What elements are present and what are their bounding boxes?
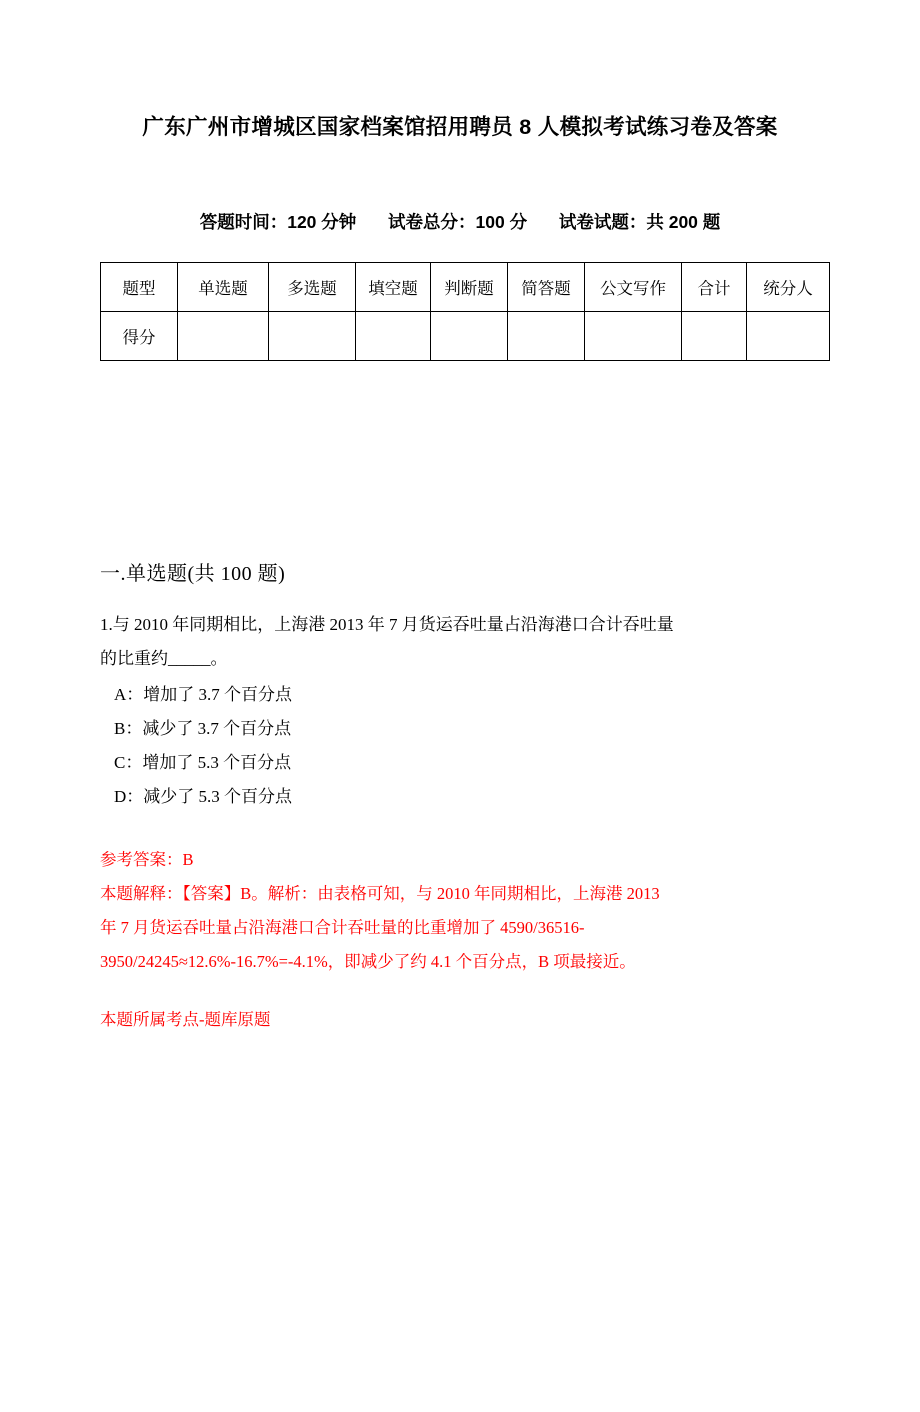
table-cell-score-total (682, 312, 747, 361)
table-cell-score-true-false (431, 312, 508, 361)
table-cell-score-short-answer (508, 312, 585, 361)
page-title: 广东广州市增城区国家档案馆招用聘员 8 人模拟考试练习卷及答案 (142, 115, 778, 139)
option-a: A：增加了 3.7 个百分点 (114, 685, 293, 704)
exam-duration: 答题时间：120 分钟 (199, 212, 357, 232)
table-header-cell-official-writing: 公文写作 (585, 263, 682, 312)
table-header-cell-scorer: 统分人 (747, 263, 830, 312)
question-stem-line-2: 的比重约_____。 (100, 649, 228, 668)
reference-answer: 参考答案：B (100, 850, 194, 869)
option-d: D：减少了 5.3 个百分点 (114, 787, 293, 806)
explanation-line-3: 3950/24245≈12.6%-16.7%=-4.1%，即减少了约 4.1 个百分点，B 项最接近。 (100, 952, 636, 971)
table-row (101, 312, 830, 361)
option-b: B：减少了 3.7 个百分点 (114, 719, 292, 738)
table-header-row (101, 263, 830, 312)
question-tag: 本题所属考点-题库原题 (100, 1010, 271, 1029)
exam-meta (100, 209, 820, 234)
question-stem-line-1: 1.与 2010 年同期相比，上海港 2013 年 7 月货运吞吐量占沿海港口合计吞吐量 (100, 615, 674, 634)
answer-block (100, 844, 820, 978)
exam-total-score: 试卷总分：100 分 (388, 212, 528, 232)
explanation-line-2: 年 7 月货运吞吐量占沿海港口合计吞吐量的比重增加了 4590/36516- (100, 918, 585, 937)
explanation-line-1: 本题解释：【答案】B。解析：由表格可知，与 2010 年同期相比，上海港 2013 (100, 884, 660, 903)
exam-question-count: 试卷试题：共 200 题 (558, 212, 721, 232)
document-page (0, 110, 920, 1412)
table-cell-score-single-choice (178, 312, 269, 361)
table-header-cell-single-choice: 单选题 (178, 263, 269, 312)
table-header-cell-true-false: 判断题 (431, 263, 508, 312)
table-header-cell-type: 题型 (101, 263, 178, 312)
table-cell-score-official-writing (585, 312, 682, 361)
table-header-cell-multi-choice: 多选题 (269, 263, 356, 312)
section-heading: 一.单选题(共 100 题) (100, 563, 286, 585)
option-c: C：增加了 5.3 个百分点 (114, 753, 292, 772)
score-table (100, 262, 830, 361)
table-row-label-score: 得分 (101, 312, 178, 361)
table-cell-score-fill-blank (356, 312, 431, 361)
table-cell-score-scorer (747, 312, 830, 361)
question-block (100, 608, 820, 814)
question-options (100, 678, 820, 814)
table-cell-score-multi-choice (269, 312, 356, 361)
table-header-cell-short-answer: 简答题 (508, 263, 585, 312)
table-header-cell-fill-blank: 填空题 (356, 263, 431, 312)
table-header-cell-total: 合计 (682, 263, 747, 312)
